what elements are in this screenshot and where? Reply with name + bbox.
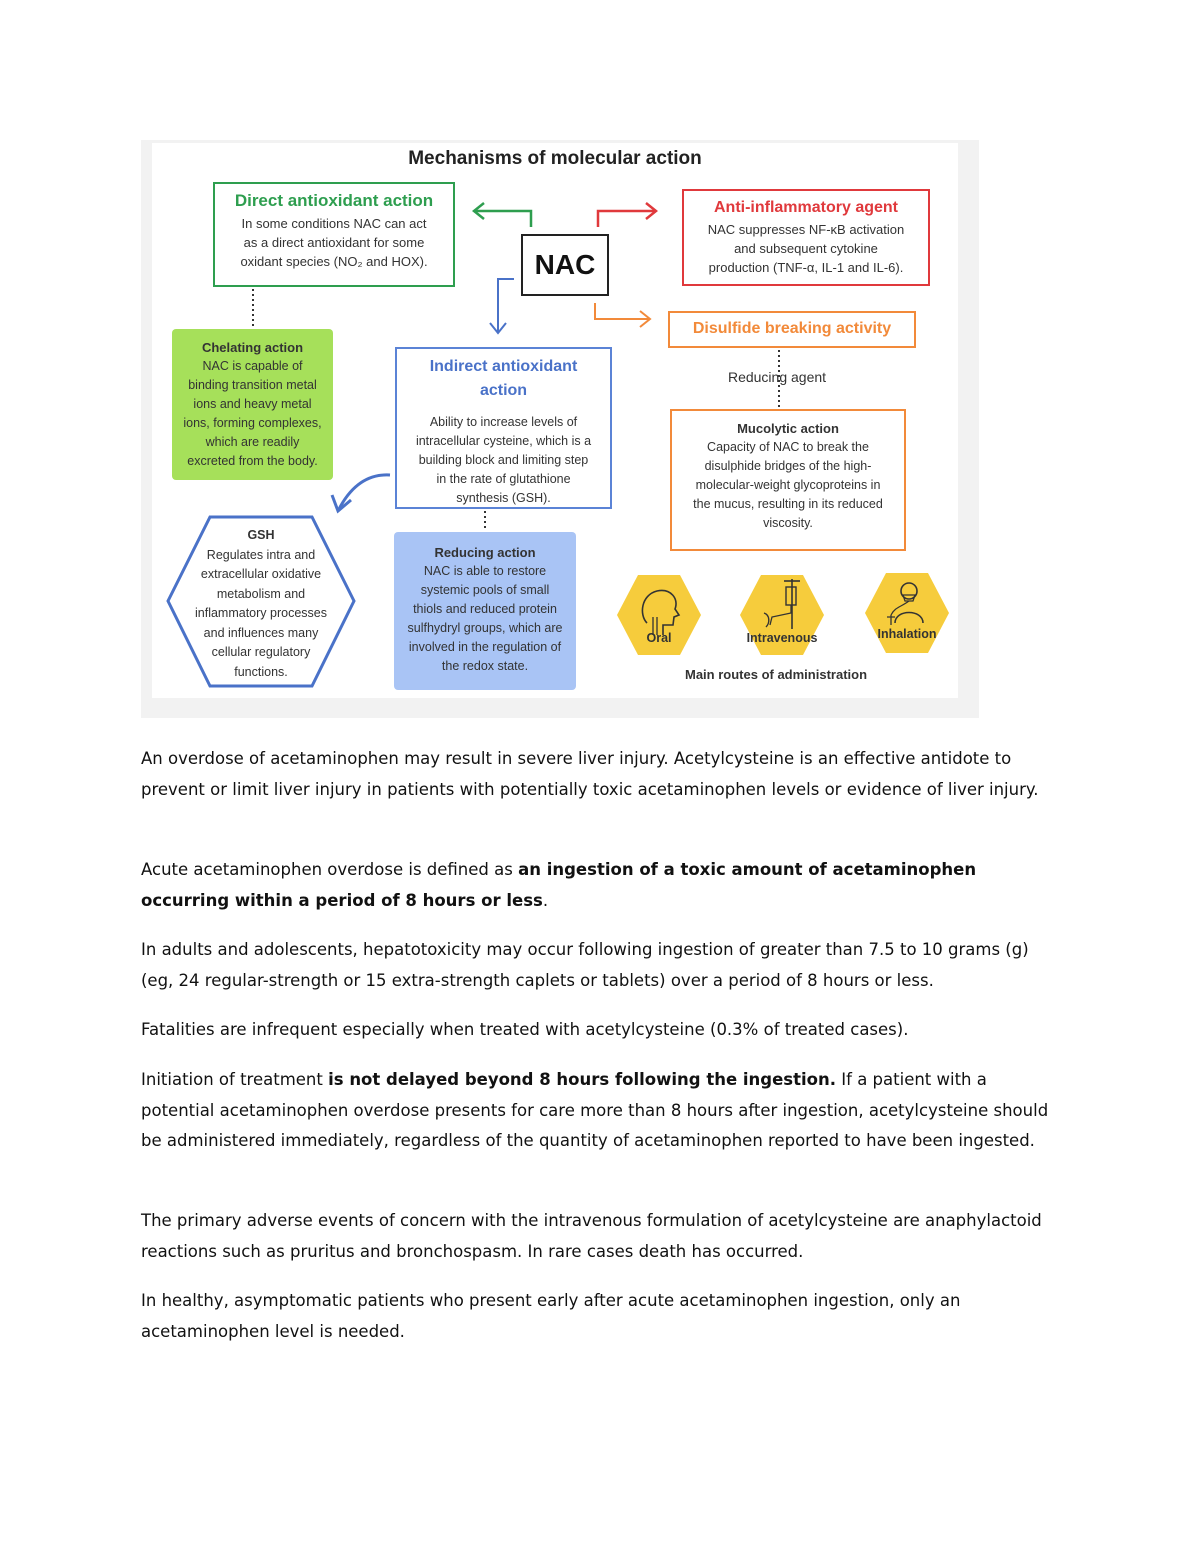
- reducing-body: NAC is able to restore systemic pools of small thiols and reduced protein sulfhydryl groups, which are involved in the regulation of the redox state.: [407, 564, 563, 673]
- chelating-heading: Chelating action: [201, 340, 304, 355]
- anti-body: NAC suppresses NF-κB activation and subsequent cytokine production (TNF-α, IL-1 and IL-6).: [707, 222, 905, 275]
- paragraph-5-lead: Initiation of treatment: [141, 1070, 329, 1089]
- indirect-heading: Indirect antioxidant action: [429, 358, 578, 399]
- mucolytic-heading: Mucolytic action: [737, 421, 839, 436]
- route-oral-label: Oral: [646, 631, 672, 645]
- nac-box: NAC: [521, 234, 609, 296]
- anti-heading: Anti-inflammatory agent: [713, 199, 898, 216]
- routes-caption: Main routes of administration: [685, 667, 868, 682]
- paragraph-5-bold: is not delayed beyond 8 hours following the ingestion.: [328, 1070, 837, 1089]
- diagram-title: Mechanisms of molecular action: [408, 148, 702, 169]
- inhalation-mask-icon: [865, 571, 949, 655]
- chelating-box: [172, 329, 333, 480]
- direct-body: In some conditions NAC can act as a direct antioxidant for some oxidant species (NO₂ and HOX).: [240, 216, 428, 269]
- arrow-to-indirect: [498, 279, 514, 333]
- paragraph-6-text: The primary adverse events of concern with the intravenous formulation of acetylcysteine are anaphylactoid reactions such as pruritus and bronchospasm. In rare cases death has occurred.: [141, 1211, 1042, 1261]
- route-inhalation-label: Inhalation: [877, 627, 937, 641]
- paragraph-7-text: In healthy, asymptomatic patients who present early after acute acetaminophen ingestion, only an acetaminophen level is needed.: [141, 1291, 961, 1341]
- gsh-heading: GSH: [247, 528, 275, 542]
- gsh-body: Regulates intra and extracellular oxidative metabolism and inflammatory processes and influences many cellular regulatory functions.: [195, 547, 327, 679]
- anti-inflammatory-box: [682, 189, 930, 286]
- paragraph-2: [141, 855, 1061, 916]
- paragraph-2-text: [141, 855, 1061, 916]
- paragraph-5-text: [141, 1065, 1061, 1157]
- chelating-body: NAC is capable of binding transition metal ions and heavy metal ions, forming complexes, which are readily excreted from the body.: [183, 359, 322, 468]
- reducing-agent-label: Reducing agent: [727, 369, 827, 385]
- reducing-heading: Reducing action: [434, 545, 536, 560]
- route-intravenous-label: Intravenous: [746, 631, 818, 645]
- paragraph-7: [141, 1286, 1061, 1347]
- paragraph-1: [141, 744, 1061, 805]
- route-oral: [617, 573, 701, 657]
- gsh-hexagon: [165, 514, 357, 689]
- indirect-body: Ability to increase levels of intracellular cysteine, which is a building block and limiting step in the rate of glutathione synthesis (GSH).: [415, 415, 592, 505]
- paragraph-1-text: An overdose of acetaminophen may result in severe liver injury. Acetylcysteine is an effective antidote to prevent or limit liver injury in patients with potentially toxic acetaminophen levels or evidence of liver injury.: [141, 749, 1039, 799]
- paragraph-5: [141, 1065, 1061, 1157]
- figure-frame: [141, 140, 979, 718]
- paragraph-4: [141, 1015, 1061, 1046]
- direct-antioxidant-box: [213, 182, 455, 287]
- paragraph-2-bold: an ingestion of a toxic amount of acetaminophen occurring within a period of 8 hours or less: [141, 860, 977, 910]
- direct-heading: Direct antioxidant action: [234, 191, 434, 210]
- disulfide-box: Disulfide breaking activity: [668, 311, 916, 348]
- paragraph-6: [141, 1206, 1061, 1267]
- route-intravenous: [740, 573, 824, 657]
- route-inhalation: [865, 571, 949, 655]
- paragraph-2-lead: Acute acetaminophen overdose is defined as: [141, 860, 519, 879]
- mucolytic-body: Capacity of NAC to break the disulphide bridges of the high- molecular-weight glycoproteins in the mucus, resulting in its reduced viscosity.: [693, 440, 883, 530]
- reducing-action-box: [394, 532, 576, 690]
- mucolytic-box: [670, 409, 906, 551]
- paragraph-4-text: Fatalities are infrequent especially when treated with acetylcysteine (0.3% of treated cases).: [141, 1020, 909, 1039]
- paragraph-3: [141, 935, 1061, 996]
- arrow-to-disulfide: [595, 303, 650, 319]
- paragraph-3-text: In adults and adolescents, hepatotoxicity may occur following ingestion of greater than 7.5 to 10 grams (g) (eg, 24 regular-strength or 15 extra-strength caplets or tablets) over a period of 8 hours or less.: [141, 940, 1029, 990]
- mechanism-diagram: [152, 143, 958, 698]
- paragraph-2-end: .: [542, 890, 549, 910]
- paragraph-5-rest: If a patient with a potential acetaminophen overdose presents for care more than 8 hours after ingestion, acetylcysteine should be administered immediately, regardless of the quantity of acetaminophen reported to have been ingested.: [141, 1070, 1049, 1150]
- indirect-antioxidant-box: [395, 347, 612, 509]
